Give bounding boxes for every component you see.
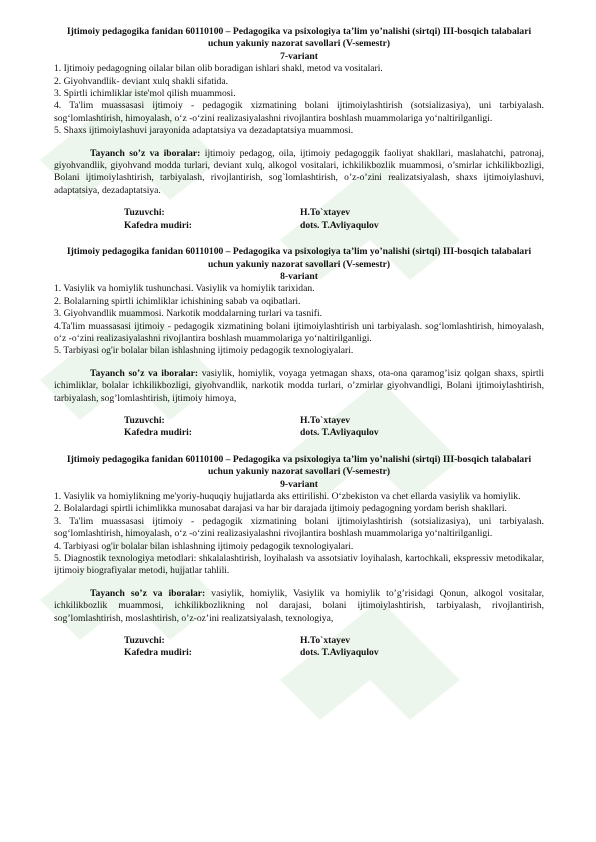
block-title: Ijtimoiy pedagogika fanidan 60110100 – Pedagogika va psixologiya ta’lim yo’nalishi (sirtqi) III-bosqich talabalari uchun yakuniy nazorat savollari (V-semestr) — [66, 246, 532, 270]
question-item: 5. Tarbiyasi og'ir bolalar bilan ishlashning ijtimoiy pedagogik texnologiyalari. — [54, 345, 354, 357]
variant-label: 9-variant — [280, 478, 318, 490]
keywords-text: ijtimoiy pedagog, oila, ijtimoiy pedagoggik faoliyat shakllari, maslahatchi, patronaj, giyohvandlik, giyohvand modda turlari, deviant xulq, alkogol vositalari, ichkilikbozlik muammosi, o’smirlar ichkilikbozligi, Bolani ijtimoiylashtirish, tarbiyalash, rivojlantirish, sog`lomlashtirish, o’z-o’zini realizatsiyalash, shaxs ijtimoiylashuvi, adaptatsiya, dezadaptatsiya. — [54, 147, 544, 196]
question-item: 4. Ta'lim muassasasi ijtimoiy - pedagogik xizmatining bolani ijtimoiylashtirish (sotsializasiya), uni tarbiyalash. sog‘lomlashtirish, himoyalash, o‘z -o‘zini realizasiyalashni rivojlantira boshlash muammolariga yo‘naltirilganligi. — [54, 100, 544, 124]
keywords-text: vasiylik, homiylik, Vasiylik va homiylik to’g’risidagi Qonun, alkogol vositalar, ichkilikbozlik muammosi, ichkilikbozlikning nol darajasi, bolani ijtimoiylashtirish, tarbiyalash, rivojlantirish, sog’lomlashtirish, moslashtirish, o’z-oz’ini realizatsiyalash, texnologiya, — [54, 587, 544, 624]
head-label: Kafedra mudiri: — [124, 427, 192, 439]
keywords-label: Tayanch so’z va iboralar: — [90, 367, 199, 379]
variant-label: 7-variant — [280, 50, 318, 62]
keywords-paragraph — [54, 148, 544, 198]
question-item: 3. Spirtli ichimliklar iste'mol qilish muammosi. — [54, 88, 236, 100]
head-label: Kafedra mudiri: — [124, 219, 192, 231]
block-title: Ijtimoiy pedagogika fanidan 60110100 – Pedagogika va psixologiya ta’lim yo’nalishi (sirtqi) III-bosqich talabalari uchun yakuniy nazorat savollari (V-semestr) — [66, 453, 532, 478]
question-item: 1. Vasiylik va homiylik tushunchasi. Vasiylik va homiylik tarixidan. — [54, 283, 315, 295]
question-list — [54, 63, 544, 137]
compiler-name: H.To`xtayev — [300, 207, 351, 219]
compiler-label: Tuzuvchi: — [124, 635, 165, 647]
head-label: Kafedra mudiri: — [124, 647, 192, 659]
question-item: 1. Vasiylik va homiylikning me'yoriy-huquqiy hujjatlarda aks ettirilishi. O‘zbekiston va chet ellarda vasiylik va homiylik. — [54, 491, 521, 502]
question-item: 4. Tarbiyasi og'ir bolalar bilan ishlashning ijtimoiy pedagogik texnologiyalari. — [54, 540, 354, 552]
question-item: 2. Bolalarning spirtli ichimliklar ichishining sabab va oqibatlari. — [54, 295, 301, 307]
block-title: Ijtimoiy pedagogika fanidan 60110100 – Pedagogika va psixologiya ta’lim yo’nalishi (sirtqi) III-bosqich talabalari uchun yakuniy nazorat savollari (V-semestr) — [66, 26, 532, 50]
question-item: 1. Ijtimoiy pedagogning oilalar bilan olib boradigan ishlari shakl, metod va vositalari. — [54, 63, 383, 75]
question-item: 5. Shaxs ijtimoiylashuvi jarayonida adaptatsiya va dezadaptatsiya muammosi. — [54, 125, 354, 137]
keywords-text: vasiylik, homiylik, voyaga yetmagan shaxs, ota-ona qaramog’isiz qolgan shaxs, spirtli ichimliklar, bolalar ichkilikbozligi, giyohvandlik, narkotik modda turlari, o’zmirlar giyohvandligi, Bolani ijtimoiylashtirish, tarbiyalash, sog’lomlashtirish, ijtimoiy himoya, — [54, 367, 544, 404]
head-name: dots. T.Avliyaqulov — [300, 219, 379, 231]
question-list — [54, 283, 544, 357]
question-item: 3. Giyohvandlik muammosi. Narkotik moddalarning turlari va tasnifi. — [54, 308, 323, 320]
question-list — [54, 491, 544, 578]
variant-block — [54, 246, 544, 440]
question-item: 2. Giyohvandlik- deviant xulq shakli sifatida. — [54, 75, 228, 87]
document-page — [54, 26, 544, 674]
question-item: 3. Ta'lim muassasasi ijtimoiy - pedagogik xizmatining bolani ijtimoiylashtirish (sotsializasiya), uni tarbiyalash. sog‘lomlashtirish, himoyalash, o‘z -o‘zini realizasiyalashni rivojlantira boshlash muammolariga yo‘naltirilganligi. — [54, 515, 544, 540]
compiler-name: H.To`xtayev — [300, 414, 351, 426]
variant-label: 8-variant — [280, 270, 318, 282]
signature-block — [124, 415, 544, 440]
signature-block — [124, 635, 544, 660]
keywords-label: Tayanch so’z va iboralar: — [90, 587, 206, 599]
question-item: 4.Ta'lim muassasasi ijtimoiy - pedagogik xizmatining bolani ijtimoiylashtirish uni tarbiyalash. sog‘lomlashtirish, himoyalash, o‘z -o‘zini realizasiyalashni rivojlantira boshlash muammolariga yo‘naltirilganligi. — [54, 320, 544, 344]
keywords-paragraph — [54, 368, 544, 405]
question-item: 2. Bolalardagi spirtli ichimlikka munosabat darajasi va har bir darajada ijtimoiy pedagogning yordam berish shakllari. — [54, 503, 507, 515]
variant-block — [54, 454, 544, 660]
question-item: 5. Diagnostik texnologiya metodlari: shkalalashtirish, loyihalash va assotsiativ loyihalash, kartochkali, ekspressiv metodikalar, ijtimoiy biografiyalar metodi, hujjatlar tahlili. — [54, 553, 544, 577]
keywords-paragraph — [54, 588, 544, 625]
compiler-label: Tuzuvchi: — [124, 207, 165, 219]
compiler-name: H.To`xtayev — [300, 635, 351, 647]
head-name: dots. T.Avliyaqulov — [300, 427, 379, 439]
signature-block — [124, 207, 544, 232]
keywords-label: Tayanch so’z va iboralar: — [90, 147, 201, 159]
head-name: dots. T.Avliyaqulov — [300, 647, 379, 659]
compiler-label: Tuzuvchi: — [124, 414, 165, 426]
variant-block — [54, 26, 544, 232]
